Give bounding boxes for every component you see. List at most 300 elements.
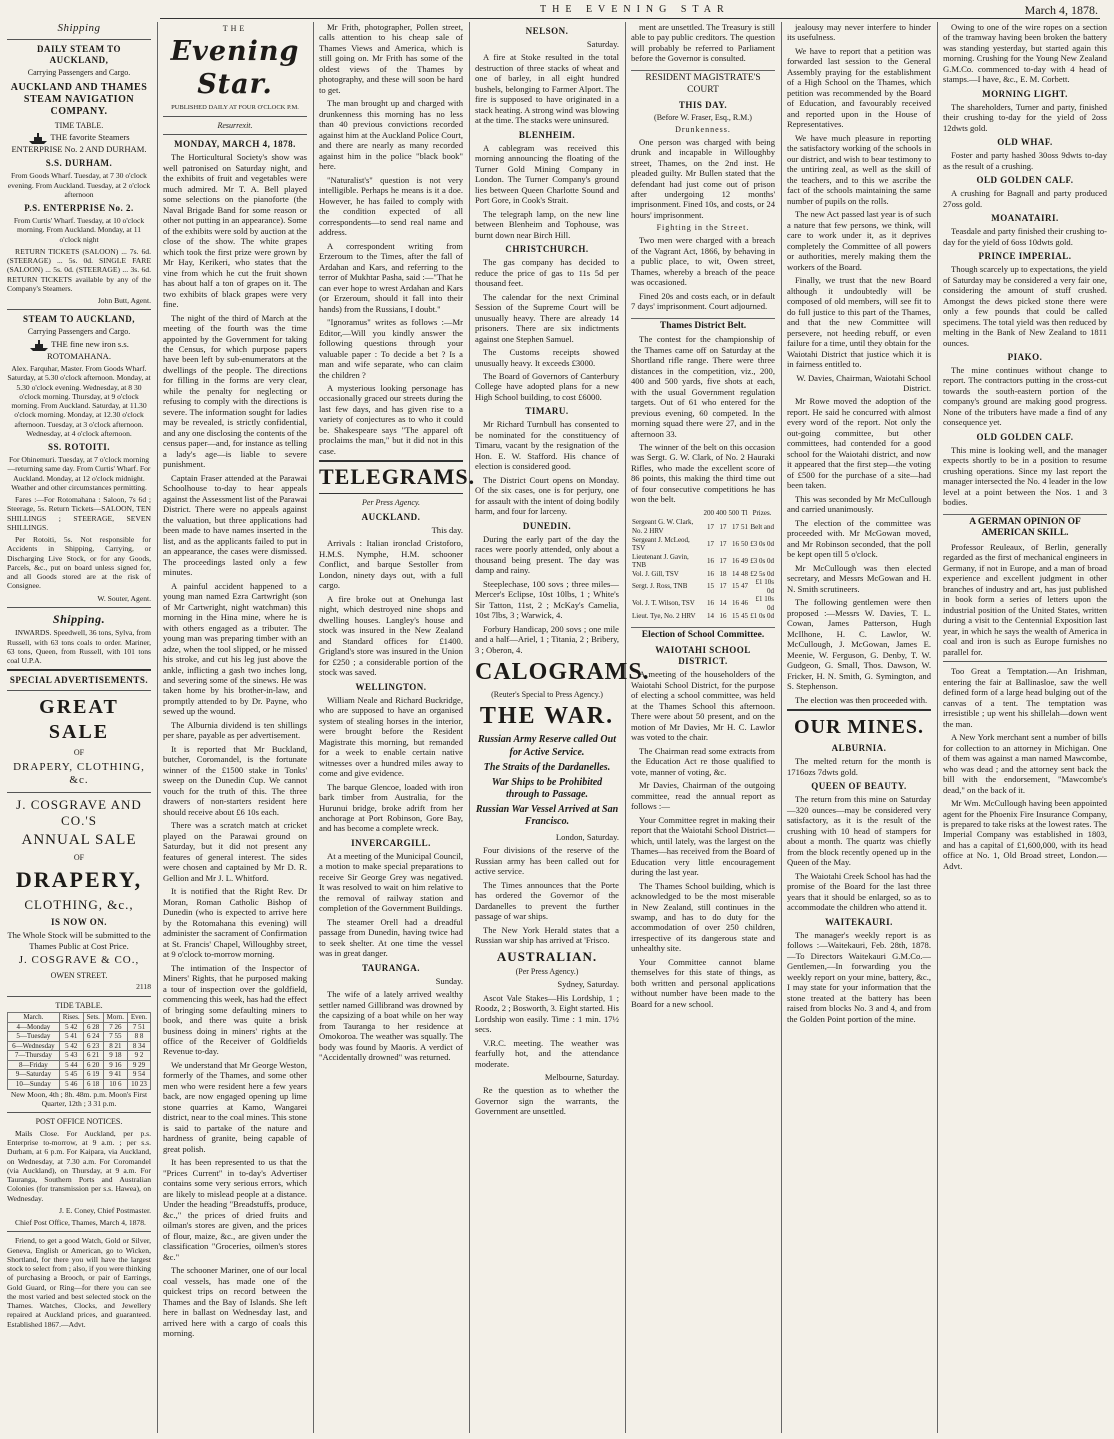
tauranga-heading: TAURANGA. — [361, 962, 421, 973]
dateline-label: This day. — [431, 524, 463, 535]
time-table-heading: TIME TABLE. — [54, 120, 104, 130]
table-cell: 9 16 — [103, 1060, 127, 1070]
table-cell: 7—Thursday — [8, 1051, 60, 1061]
table-cell: £1 10s 0d — [755, 578, 774, 595]
table-cell: 5 42 — [59, 1041, 83, 1051]
favorite-text: THE favorite Steamers ENTERPRISE No. 2 AND DURHAM. — [11, 132, 147, 154]
table-cell: 17 — [719, 522, 727, 531]
fighting-heading: Fighting in the Street. — [656, 223, 750, 233]
nelson-heading: NELSON. — [525, 26, 569, 36]
fares-table: RETURN TICKETS (SALOON) ... 7s. 6d. (STEERAGE) ... 5s. 0d. SINGLE FARE (SALOON) ... 5s. 0d. (STEERAGE) ... 3s. 6d. RETURN TICKETS available by any of the Company's Steamers. — [7, 246, 151, 293]
news-paragraph: This was seconded by Mr McCullough and carried unanimously. — [787, 493, 931, 515]
durham-schedule: From Goods Wharf. Tuesday, at 7 30 o'clock evening. From Auckland. Tuesday, at 2 o'clock afternoon — [7, 171, 151, 199]
table-cell: 6 23 — [83, 1041, 103, 1051]
post-office-text: Mails Close. For Auckland, per p.s. Enterprise to-morrow, at 9 a.m. ; per s.s. Durham, at 6 p.m. For Kaipara, via Auckland, on Wednesday, at 7.30 a.m. For Coromandel (via Auckland), on Thursday, at 9 a.m. For Tauranga, Southern Ports and Australian Colonies (for transmission per s.s. Hawea), on Wednesday. — [7, 1128, 151, 1203]
news-paragraph: The man brought up and charged with drunkenness this morning has no less than 40 previous convictions recorded against him at the Auckland Police Court, and there are nearly as many recorded against him in the police "black book" here. — [319, 98, 463, 172]
table-row — [631, 570, 775, 579]
table-cell: Belt and — [750, 522, 774, 531]
news-paragraph: The Board of Governors of Canterbury College have adopted plans for a new High School building, to cost £6000. — [475, 370, 619, 402]
column-2 — [160, 22, 310, 1433]
favorite-steamers — [7, 132, 151, 154]
rotoiti-fare: Per Rotoiti, 5s. Not responsible for Accidents in Shipping, Carrying, or Discharging Live Stock, or for any Goods, Parcels, &c., put on board unless signed for, and all Goods stored are at the risk of Consignee. — [7, 535, 151, 591]
rotomahana-heading: THE fine new iron s.s. ROTOMAHANA. — [46, 339, 129, 361]
news-paragraph: Steeplechase, 100 sovs ; three miles—Mercer's Eclipse, 10st 10lbs, 1 ; White's Sir Tatton, 11st, 2 ; McKay's Camelia, 10st 7lbs, 3 ; Warwick, 4. — [475, 578, 619, 621]
war-heading: THE WAR. — [479, 703, 615, 730]
table-cell: 5 44 — [59, 1060, 83, 1070]
news-paragraph: This mine is looking well, and the manager expects shortly to be in a position to resume crushing operations. Since my last report the manager intersected the No. 4 leader in the low level at a point between the Nos. 1 and 3 bodies. — [943, 444, 1107, 508]
table-cell: 9 41 — [103, 1070, 127, 1080]
table-cell: 47 — [741, 582, 748, 591]
news-paragraph: Owing to one of the wire ropes on a section of the tramway having been broken the battery was standing yesterday, but started again this morning. Crushing for the Young New Zealand G.M.Co. commenced to-day with 4 head of stamps.—I have, &c., E. M. Corbett. — [943, 22, 1107, 85]
news-paragraph: It is notified that the Right Rev. Dr Moran, Roman Catholic Bishop of Dunedin (who is expected to arrive here by the Rotomahana this evening) will administer the sacrament of Confirmation at St. Francis' Chapel, Willoughby street, at 9 o'clock to-morrow morning. — [163, 886, 307, 960]
waiotahi-heading: WAIOTAHI SCHOOL DISTRICT. — [655, 645, 751, 667]
news-paragraph: A fire broke out at Onehunga last night, which destroyed nine shops and dwelling houses. Langley's house and stock was insured in the New Zealand and Standard offices for £1400. Grigland's store was insured in the Union for £250 ; a considerable portion of the stock was saved. — [319, 593, 463, 678]
column-rule — [313, 22, 314, 1433]
table-cell: 16 — [707, 599, 714, 608]
election-heading: Election of School Committee. — [631, 627, 775, 642]
christchurch-heading: CHRISTCHURCH. — [505, 244, 589, 255]
telegrams-heading: TELEGRAMS. — [319, 460, 463, 494]
table-cell: 17 — [707, 539, 714, 548]
australian-heading: AUSTRALIAN. — [496, 948, 598, 964]
company-name: AUCKLAND AND THAMES STEAM NAVIGATION COMPANY. — [10, 82, 148, 118]
table-cell: 7 26 — [103, 1022, 127, 1032]
news-paragraph: We have much pleasure in reporting the satisfactory working of the schools in our district, and wish to bear testimony to the untiring zeal, as well as the skill of the teachers, and to this we ascribe the fact of the schools maintaining the same number of pupils on the rolls. — [787, 132, 931, 206]
news-paragraph: The election of the committee was proceeded with. Mr McGowan moved, and Mr Robinson seconded, that the poll be kept open till 5 o'clock. — [787, 517, 931, 560]
table-cell: 14 — [732, 569, 739, 578]
column-rule — [937, 22, 938, 1433]
cosgrave-signature: J. COSGRAVE & CO., — [18, 954, 140, 967]
news-paragraph: The telegraph lamp, on the new line between Blenheim and Tophouse, was burnt down near Birch Hill. — [475, 208, 619, 240]
table-cell: 16 — [719, 612, 727, 621]
tide-header-row — [8, 1013, 151, 1023]
table-row — [631, 578, 775, 595]
tide-table — [7, 1012, 151, 1089]
old-golden-heading: OLD GOLDEN CALF. — [976, 175, 1074, 186]
column-4 — [472, 22, 650, 1433]
table-cell: 16 — [707, 556, 714, 565]
column-rule — [625, 22, 626, 1433]
table-row — [631, 612, 775, 621]
court-day: THIS DAY. — [678, 100, 728, 111]
news-paragraph: The election was then proceeded with. — [795, 694, 928, 705]
table-row — [8, 1080, 151, 1090]
durham-heading: S.S. DURHAM. — [45, 158, 113, 169]
table-cell: 15 — [732, 582, 739, 591]
masthead-title: Evening Star. — [170, 35, 300, 100]
masthead-motto: Resurrexit. — [217, 120, 253, 130]
news-paragraph: Professor Reuleaux, of Berlin, generally regarded as the first of mechanical engineers in Germany, if not in Europe, and a man of broad experience and excellent judgment in other branches of industry and art, has just published in book form a series of letters upon the industrial position of the United States, written during a visit to the Centennial Exposition last year, in which he says the wealth of America in coal and iron is such as Europe furnishes no parallel for. — [943, 541, 1107, 657]
steam2-heading: STEAM TO AUCKLAND, — [23, 314, 135, 325]
score-body — [631, 518, 775, 620]
invercargill-heading: INVERCARGILL. — [351, 837, 431, 848]
news-paragraph: The intimation of the Inspector of Miners' Rights, that he purposed making a tour of inspection over the goldfield, commencing this week, has had the effect of bringing some defaulting miners to book, and there was quite a brisk business doing in miners' rights at the office of the Receiver of Goldfields Revenue to-day. — [163, 962, 307, 1057]
press-agency-label: Per Press Agency. — [362, 498, 420, 508]
ad-number: 2118 — [136, 982, 151, 992]
news-paragraph: The Alburnia dividend is ten shillings per share, payable as per advertisement. — [163, 719, 307, 741]
editorial-dateline: MONDAY, MARCH 4, 1878. — [174, 139, 296, 150]
news-paragraph: We have to report that a petition was forwarded last session to the General Assembly praying for the establishment of a High School on the Thames, which petition was recommended by the Board of Education, and favourably received and reported upon in the House of Representatives. — [787, 45, 931, 130]
belt-heading: Thames District Belt. — [631, 318, 775, 333]
drunkenness-heading: Drunkenness. — [675, 124, 731, 134]
table-cell: 17 — [719, 539, 727, 548]
news-paragraph: The contest for the championship of the Thames came off on Saturday at the Shortland rifle range. There were three distances in the competition, viz., 200, 400 and 500 yards, five shots at each, with the usual Government regulation targets. Out of 61 who entered for the previous evening, 60 competed. In the morning squad there were 27, and in the afternoon 33. — [631, 334, 775, 439]
table-cell: 9 29 — [127, 1060, 150, 1070]
now-on-label: IS NOW ON. — [50, 917, 108, 928]
table-cell: 17 — [719, 556, 727, 565]
running-header — [160, 4, 1100, 19]
tide-column-header: March. — [8, 1013, 60, 1023]
dateline-label: London, Saturday. — [555, 831, 619, 842]
news-paragraph: Ascot Vale Stakes—His Lordship, 1 ; Roodz, 2 ; Bosworth, 3. Eight started. His Lordship won easily. Time : 1 min. 17½ secs. — [475, 992, 619, 1035]
table-cell: Sergt. J. Ross, TNB — [632, 582, 688, 591]
table-cell: 8 21 — [103, 1041, 127, 1051]
news-paragraph: Too Great a Temptation.—An Irishman, entering the fair at Ballinasloe, saw the well defined form of a large head bulging out of the canvas of a tent. The temptation was irresistible ; up went his shillelah—down went the man. — [943, 666, 1107, 729]
table-cell: Sergeant G. W. Clark, No. 2 HRV — [632, 518, 694, 535]
war-subheading: Russian War Vessel Arrived at San Francisco. — [475, 804, 619, 828]
score-column-header: Tl — [741, 508, 748, 517]
news-paragraph: Arrivals : Italian ironclad Cristoforo, H.M.S. Nymphe, H.M. schooner Conflict, and barque Sestoller from London, ninety days out, with a full cargo. — [319, 538, 463, 591]
column-3 — [316, 22, 476, 1433]
table-cell: 9 54 — [127, 1070, 150, 1080]
tide-table-heading: TIDE TABLE. — [55, 1000, 103, 1010]
table-row — [8, 1022, 151, 1032]
table-cell: 9—Saturday — [8, 1070, 60, 1080]
enterprise-heading: P.S. ENTERPRISE No. 2. — [24, 203, 134, 214]
score-column-header: Prizes. — [752, 508, 772, 517]
of-label: OF — [73, 748, 85, 758]
news-paragraph: ment are unsettled. The Treasury is still able to pay public creditors. The question will probably be referred to Parliament before the Governor is consulted. — [631, 22, 775, 64]
news-paragraph: Mr Richard Turnbull has consented to be nominated for the constituency of Timaru, vacant by the resignation of the Hon. E. W. Stafford. His chance of election is considered good. — [475, 419, 619, 472]
news-paragraph: William Neale and Richard Buckridge, who are supposed to have an organised system of stealing horses in the interior, were brought before the Resident Magistrate this morning, but remanded for a week to enable certain native witnesses over a hundred miles away to come and give evidence. — [319, 694, 463, 779]
column-rule — [157, 22, 158, 1433]
press-agency-label: (Per Press Agency.) — [515, 967, 579, 977]
table-row — [631, 553, 775, 570]
rotoiti-schedule: For Ohinemuri. Tuesday, at 7 o'clock morning—returning same day. From Curtis' Wharf. For Auckland. Monday, at 12 o'clock midnight. Weather and other circumstances permitting. — [7, 455, 151, 492]
news-paragraph: The return from this mine on Saturday—320 ounces—may be considered very satisfactory, as it is the result of the crushing with 10 head of stampers for about a month. The quartz was chiefly from the block recently opened up in the Queen of the May. — [787, 794, 931, 868]
masthead-the: THE — [222, 24, 248, 33]
news-paragraph: "Naturalist's" question is not very intelligible. Perhaps he means is it a doe. However, he has failed to comply with the condition expected of all correspondents—to send real name and address. — [319, 174, 463, 238]
rotomahana-block — [7, 339, 151, 361]
table-row — [8, 1051, 151, 1061]
table-cell: 16 — [732, 556, 739, 565]
table-cell: 4—Monday — [8, 1022, 60, 1032]
auckland-heading: AUCKLAND. — [361, 511, 421, 522]
news-paragraph: Two men were charged with a breach of the Vagrant Act, 1866, by behaving in a public place, to wit, Owen street, Thames, whereby a breach of the peace was occasioned. — [631, 235, 775, 288]
table-cell: 51 — [741, 522, 748, 531]
post-office-date: Chief Post Office, Thames, March 4, 1878. — [15, 1218, 146, 1228]
news-paragraph: The barque Glencoe, loaded with iron bark timber from Australia, for the Hurunui bridge, broke adrift from her anchorage at Port Robinson, Gore Bay, and has become a complete wreck. — [319, 781, 463, 834]
table-cell: 6 28 — [83, 1022, 103, 1032]
table-cell: 6 18 — [83, 1080, 103, 1090]
news-paragraph: The calendar for the next Criminal Session of the Supreme Court will be unusually heavy. There are already 14 prisoners. There are six indictments against one Stephen Samuel. — [475, 291, 619, 344]
table-row — [8, 1041, 151, 1051]
table-cell: £2 5s 0d — [750, 569, 774, 578]
table-cell: Lieutenant J. Gavin, TNB — [632, 552, 689, 570]
table-cell: 7 51 — [127, 1022, 150, 1032]
news-paragraph: The night of the third of March at the meeting of the fourth was the time appointed by the Government for taking the Census, for which purpose papers have been left by sub-enumerators at the dwellings of the people. The directions for filling in the forms are very clear, while the penalty for neglecting or refusing to comply with the directions is severe. The information sought for ladies may be revealed, is strictly confidential, and any one disclosing the contents of the census paper—and, for instance as telling a lady's age—is liable to severe punishment. — [163, 312, 307, 470]
table-cell: £3 0s 0d — [750, 539, 774, 548]
issue-date: March 4, 1878. — [1024, 3, 1098, 17]
news-paragraph: The Times announces that the Porte has ordered the Governor of the Dardanelles to prevent the further passage of war ships. — [475, 879, 619, 922]
table-cell: 16 — [707, 569, 714, 578]
table-cell: 10 23 — [127, 1080, 150, 1090]
news-paragraph: It has been represented to us that the "Prices Current" in to-day's Advertiser contains some very serious errors, which are likely to mislead people at a distance. Under the heading "Breadstuffs, produce, &c.," the prices of dried fruits and oilman's stores are given, and the prices of flour, maize, &c., are given under the classification "Groceries, oilmen's stores &c." — [163, 1157, 307, 1262]
score-column-header: 400 — [716, 508, 727, 517]
drapery-clothing-line: DRAPERY, CLOTHING, &c. — [13, 760, 145, 787]
court-before: (Before W. Fraser, Esq., R.M.) — [654, 113, 752, 123]
news-paragraph: Forbury Handicap, 200 sovs ; one mile and a half—Ariel, 1 ; Titania, 2 ; Bribery, 3 ; Oberon, 4. — [475, 623, 619, 655]
table-cell: 18 — [719, 569, 727, 578]
table-cell: 6 19 — [83, 1070, 103, 1080]
queen-heading: QUEEN OF BEAUTY. — [811, 781, 907, 792]
table-cell: 5 42 — [59, 1022, 83, 1032]
news-paragraph: One person was charged with being drunk and incapable in Willoughby street, Thames, on the 2nd inst. He pleaded guilty. Mr Bullen stated that the defendant had just come out of prison after undergoing 12 months' imprisonment. Fined 10s, and costs, or 24 hours' imprisonment. — [631, 136, 775, 220]
news-paragraph: The schooner Mariner, one of our local coal vessels, has made one of the quickest trips on record between the Thames and the Bay of Islands. She left here in ballast on Wednesday last, and arrived here with a cargo of coals this morning. — [163, 1265, 307, 1339]
table-cell: 6 24 — [83, 1032, 103, 1042]
column-rule — [781, 22, 782, 1433]
table-cell: 9 18 — [103, 1051, 127, 1061]
table-cell: Lieut. Tye, No. 2 HRV — [632, 612, 696, 621]
news-paragraph: The gas company has decided to reduce the price of gas to 11s 5d per thousand feet. — [475, 257, 619, 289]
table-cell: 5 41 — [59, 1032, 83, 1042]
news-paragraph: A mysterious looking personage has occasionally graced our streets during the last few days, and has given rise to a variety of conjectures as to who it could be. Shakespeare says "The apparel oft proclaims the man," but it did not in this case. — [319, 382, 463, 456]
war-subheading: The Straits of the Dardanelles. — [483, 761, 611, 773]
steam-subheading: Carrying Passengers and Cargo. — [27, 68, 131, 78]
news-paragraph: The mine continues without change to report. The contractors putting in the cross-cut towards the south-eastern portion of the company's ground are making good progress. None of the tributers have made a find of any consequence yet. — [943, 364, 1107, 428]
table-cell: 15 — [707, 582, 714, 591]
news-paragraph: A New York merchant sent a number of bills for collection to an attorney in Michigan. One of them was against a man named Mawcombe, who was dead ; and the attorney sent back the bill with the endorsement, "Mawcombe's dead," on the back of it. — [943, 732, 1107, 795]
table-cell: Sergeant J. McLeod, TSV — [632, 535, 690, 553]
news-paragraph: Re the question as to whether the Governor sign the warrants, the Government are unsettled. — [475, 1085, 619, 1117]
news-paragraph: Your Committee regret in making their report that the Waiotahi School District—which, until lately, was the largest on the Thames—has received from the Board of Education very little encouragement during the last year. — [631, 814, 775, 878]
news-paragraph: The winner of the belt on this occasion was Sergt. G. W. Clark, of No. 2 Hauraki Rifles, who made the excellent score of 86 points, this making the third time out of four consecutive competitions he has won the belt. — [631, 442, 775, 505]
table-cell: 17 — [732, 522, 739, 531]
fares-notice: Fares :—For Rotomahana : Saloon, 7s 6d ; Steerage, 5s. Return Tickets—SALOON, TEN SHILLINGS ; STEERAGE, SEVEN SHILLINGS. — [7, 495, 151, 532]
war-subheading: Russian Army Reserve called Out for Active Service. — [478, 734, 616, 758]
score-column-header: 200 — [703, 508, 714, 517]
table-cell: £3 0s 0d — [750, 556, 774, 565]
table-cell: 8—Friday — [8, 1060, 60, 1070]
sale-description: The Whole Stock will be submitted to the Thames Public at Cost Price. — [7, 930, 151, 951]
agent-signature: John Butt, Agent. — [97, 296, 151, 306]
table-cell: 6—Wednesday — [8, 1041, 60, 1051]
news-paragraph: A cablegram was received this morning announcing the floating of the Turner Gold Mining Company in London. The Turner Company's ground lies between Queen Charlotte Sound and Port Gore, in Cook's Strait. — [475, 142, 619, 206]
annual-sale-heading: ANNUAL SALE — [21, 832, 137, 849]
morning-light-heading: MORNING LIGHT. — [982, 88, 1068, 99]
war-subheading: War Ships to be Prohibited through to Passage. — [491, 776, 603, 801]
column-6 — [784, 22, 934, 1433]
news-paragraph: The Customs receipts showed unusually heavy. It exceeds £3000. — [475, 347, 619, 368]
news-paragraph: We understand that Mr George Weston, formerly of the Thames, and some other men who were resident here a few years back, are now engaged opening up lime stone quarries at Kamo, Wangarei district, near to the coal mines. This stone is said to partake of the nature and hardness of granite, being capable of great polish. — [163, 1059, 307, 1154]
table-cell: 45 — [741, 612, 748, 621]
news-paragraph: Finally, we trust that the new Board although it undoubtedly will be composed of old members, will see fit to do full justice to this part of the Thames, and that the new Committee will persevere, not heeding rebuff, or even failure for a time, until they obtain for the Waiotahi District that justice which it is in fairness entitled to. — [787, 275, 931, 370]
table-cell: 5 46 — [59, 1080, 83, 1090]
table-cell: Vol. J. T. Wilson, TSV — [632, 599, 695, 608]
table-cell: 17 — [707, 522, 714, 531]
old-golden2-heading: OLD GOLDEN CALF. — [976, 431, 1074, 442]
table-cell: 46 — [741, 599, 748, 608]
owen-street-label: OWEN STREET. — [50, 970, 108, 980]
table-cell: 7 55 — [103, 1032, 127, 1042]
score-column-header — [631, 508, 703, 519]
news-paragraph: The melted return for the month is 1716ozs 7dwts gold. — [787, 756, 931, 777]
table-cell: 10 6 — [103, 1080, 127, 1090]
inwards-list: INWARDS. Speedwell, 36 tons, Sylva, from Russell, with 63 tons coals to order. Mariner, 63 tons, Queen, from Russell, with 101 tons coal U.P.A. — [7, 628, 151, 666]
tide-column-header: Sets. — [83, 1013, 103, 1023]
table-cell: 9 2 — [127, 1051, 150, 1061]
news-paragraph: A correspondent writing from Erzeroum to the Times, after the fall of Ardahan and Kars, and referring to the terror of Mukhtar Pasha, said :—"That he can ever hope to wrest Ardahan and Kars (or Erzeroum, should it fall into their hands) from the Russians, I doubt." — [319, 240, 463, 314]
news-paragraph: During the early part of the day the races were poorly attended, only about a thousand being present. The day was damp and rainy. — [475, 533, 619, 576]
post-office-heading: POST OFFICE NOTICES. — [35, 1117, 123, 1127]
tide-column-header: Morn. — [103, 1013, 127, 1023]
tide-column-header: Rises. — [59, 1013, 83, 1023]
blenheim-heading: BLENHEIM. — [518, 129, 576, 140]
table-cell: 15 — [732, 612, 739, 621]
news-paragraph: It is reported that Mr Buckland, butcher, Coromandel, is the fortunate winner of the £1500 stake in Tonks' sweep on the Dunedin Cup. We cannot vouch for the truth of this. The three drawers of non-starters resident here should receive about £6 10s each. — [163, 743, 307, 817]
table-cell: 17 — [719, 582, 727, 591]
news-paragraph: Mr Wm. McCullough having been appointed agent for the Phoenix Fire Insurance Company, is prepared to take risks at the lowest rates. The Imperial Company was established in 1803, and has a capital of £1,600,000, with its head office at No. 1, Old Broad street, London.—Advt. — [943, 798, 1107, 871]
table-cell: 14 — [707, 612, 714, 621]
table-cell: 6 20 — [83, 1060, 103, 1070]
table-cell: 5—Tuesday — [8, 1032, 60, 1042]
dunedin-heading: DUNEDIN. — [522, 520, 572, 531]
table-row — [631, 518, 775, 535]
news-paragraph: The Horticultural Society's show was well patronised on Saturday night, and the exhibits of fruit and vegetables were much admired. Mr T. A. Bell played some selections on the pianoforte (the Naval Brigade Band for some reason or other not putting in an appearance). Some of the exhibits were sold by auction at the close of the show. The white grapes which took the first prize were grown by Mr Hay, Kerikeri, who states that the vine from which he cut the fruit shown has about half a ton of grapes on it. The two exhibits of black grapes were very fine. — [163, 152, 307, 310]
table-row — [631, 536, 775, 553]
table-cell: 5 45 — [59, 1070, 83, 1080]
table-cell: 50 — [741, 539, 748, 548]
news-paragraph: The new Act passed last year is of such a nature that few persons, we think, will care to work under it, as it deprives completely the Committee of all powers or authorities, merely making them the workers of the Board. — [787, 209, 931, 272]
table-cell: 16 — [732, 599, 739, 608]
table-cell: £1 10s 0d — [755, 595, 774, 612]
waitekauri-heading: WAITEKAURI. — [825, 916, 893, 927]
dateline-label: Saturday. — [586, 38, 619, 49]
news-paragraph: The wife of a lately arrived wealthy settler named Gillibrand was drowned by the capsizing of a boat while on her way from Tauranga to her residence at Omokoroa. The weather was squally. The body was found by Maoris. A verdict of "Accidentally drowned" was returned. — [319, 989, 463, 1063]
moon-phases: New Moon, 4th ; 8h. 48m. p.m. Moon's First Quarter, 12th ; 3 31 p.m. — [10, 1089, 148, 1108]
column-1 — [4, 22, 154, 1433]
alburnia-heading: ALBURNIA. — [831, 743, 887, 754]
table-cell: 5 43 — [59, 1051, 83, 1061]
news-paragraph: The steamer Orell had a dreadful passage from Dunedin, having twice had to seek shelter. At one time the vessel was in great danger. — [319, 916, 463, 959]
rotoiti-heading: SS. ROTOITI. — [47, 442, 111, 453]
news-paragraph: Though scarcely up to expectations, the yield of Saturday may be considered a very fair one, considering the amount of stuff crushed. Amongst the dews picked stone there were only a few pounds that could be called specimens. The total yield was then reduced by melting in the Bank of New Zealand to 1811 ounces. — [943, 264, 1107, 348]
news-paragraph: Mr Rowe moved the adoption of the report. He said he concurred with almost every word of the report. Not only the out-going committee, but other committees, had contended for a good school for the Waiotahi district, and now it appeared that the first step—the voting of £500 for the purchase of a site—had been taken. — [787, 396, 931, 491]
news-paragraph: Captain Fraser attended at the Parawai Schoolhouse to-day to hear appeals against the Assessment list of the Parawai District. There were no appeals against the valuation, but three applications had been made to have names inserted in the list, and as the applicants failed to put in an appearance, the cases were dismissed. The proceedings lasted only a few minutes. — [163, 472, 307, 578]
news-paragraph: A painful accident happened to a young man named Ezra Cartwright (son of Mr Cartwright, night watchman) this morning in the Hina mine, where he is with others engaged as a tributer. The young man was preparing timber with an adze, when the tool slipped, or he missed his stroke, and cut his leg just above the ankle, inflicting a gash two inches long, and severing some of the sinews. He was taken home by his brother-in-law, and promptly attended to by Dr. Payne, who sewed up the wound. — [163, 580, 307, 717]
calograms-heading: CALOGRAMS. — [475, 659, 650, 686]
published-line: PUBLISHED DAILY AT FOUR O'CLOCK P.M. — [171, 103, 299, 111]
dateline-label: Melbourne, Saturday. — [544, 1071, 619, 1082]
shipping2-heading: Shipping. — [52, 611, 106, 626]
rotomahana-schedule: Alex. Farquhar, Master. From Goods Wharf. Saturday, at 5.30 o'clock afternoon. Monday, at 5.30 o'clock evening. Wednesday, at 8 30 o'clock morning. Thursday, at 9 o'clock morning. From Auckland. Saturday, at 11.30 o'clock morning. Monday, at 12.30 o'clock afternoon. Tuesday, at 3 o'clock afternoon. Wednesday, at 4 o'clock afternoon. — [7, 364, 151, 438]
news-paragraph: The shareholders, Turner and party, finished their crushing to-day for the yield of 2oss 12dwts gold. — [943, 101, 1107, 133]
news-paragraph: Foster and party hashed 30oss 9dwts to-day as the result of a crushing. — [943, 150, 1107, 171]
agent2-signature: W. Souter, Agent. — [97, 593, 151, 603]
steamship-icon — [28, 133, 48, 144]
table-row — [8, 1060, 151, 1070]
table-cell: Vol. J. Gill, TSV — [632, 569, 679, 578]
mines-heading: OUR MINES. — [793, 716, 924, 739]
great-sale-heading: GREAT SALE — [39, 696, 119, 743]
postmaster-signature: J. E. Coney, Chief Postmaster. — [59, 1205, 151, 1215]
table-cell: 8 8 — [127, 1032, 150, 1042]
table-cell: 8 34 — [127, 1041, 150, 1051]
dateline-label: Sunday. — [435, 975, 463, 986]
news-paragraph: Fined 20s and costs each, or in default 7 days' imprisonment. Court adjourned. — [631, 290, 775, 312]
news-paragraph: The manager's weekly report is as follows :—Waitekauri, Feb. 28th, 1878.—To Directors Waitekauri G.M.Co.—Gentlemen,—In forwarding you the weekly report on your mine, battery, &c., I may state for your information that the stone treated at the battery has been raised from blocks No. 3 and 4, and from the Golden Point portion of the mine. — [787, 929, 931, 1024]
clothing-heading: CLOTHING, &c., — [24, 897, 134, 913]
special-ads-heading: SPECIAL ADVERTISEMENTS. — [9, 675, 149, 686]
table-cell: 16 — [732, 539, 739, 548]
dateline-label: Sydney, Saturday. — [557, 979, 619, 990]
news-paragraph: The New York Herald states that a Russian war ship has arrived at 'Frisco. — [475, 924, 619, 946]
news-paragraph: Mr Davies, Chairman of the outgoing committee, read the annual report as follows :— — [631, 780, 775, 812]
score-column-header: 500 — [728, 508, 739, 517]
enterprise-schedule: From Curtis' Wharf. Tuesday, at 10 o'clock morning. From Auckland. Monday, at 11 o'clock night — [13, 216, 145, 244]
table-cell: 49 — [741, 556, 748, 565]
drapery-heading: DRAPERY, — [15, 866, 143, 892]
of2-label: OF — [73, 852, 85, 862]
table-cell: 10—Sunday — [8, 1080, 60, 1090]
news-paragraph: The Waiotahi Creek School has had the promise of the Board for the last three years that it should be enlarged, so as to accommodate the children who attend it. — [787, 870, 931, 913]
tide-column-header: Even. — [127, 1013, 150, 1023]
column-rule — [469, 22, 470, 1433]
cosgrave-heading: J. COSGRAVE AND CO.'S — [16, 796, 142, 828]
news-paragraph: jealousy may never interfere to hinder its usefulness. — [787, 22, 931, 43]
news-paragraph: Your Committee cannot blame themselves for this state of things, as both written and personal applications without number have been made to the Board for a new school. — [631, 956, 775, 1009]
table-row — [8, 1070, 151, 1080]
news-paragraph: Mr McCullough was then elected secretary, and Messrs McGowan and H. N. Smith scrutineers. — [787, 562, 931, 594]
news-paragraph: Mr Frith, photographer, Pollen street, calls attention to his cheap sale of Thames Views and America, which is still going on. Mr Frith has some of the oldest views of the Thames by photography, and these will soon be hard to get. — [319, 22, 463, 95]
table-cell: 14 — [719, 599, 727, 608]
table-cell: 6 21 — [83, 1051, 103, 1061]
steamship-icon — [29, 340, 49, 351]
news-paragraph: A fire at Stoke resulted in the total destruction of three stacks of wheat and one of barley, in all eight hundred bushels, belonging to Farmer Alport. The fire is supposed to have originated in a stack heating. A strong wind was blowing at the time. The stacks were uninsured. — [475, 52, 619, 126]
news-paragraph: "Ignoramus" writes as follows :—Mr Editor,—Will you kindly answer the following questions through your valuable paper : To decide a bet ? Is a man and wife separate, who can claim the children ? — [319, 317, 463, 380]
tide-body — [8, 1022, 151, 1089]
news-paragraph: A crushing for Bagnall and party produced 27oss gold. — [943, 188, 1107, 209]
old-whaf-heading: OLD WHAF. — [997, 137, 1053, 148]
shipping-heading: Shipping — [57, 22, 101, 34]
german-heading: A GERMAN OPINION OF AMERICAN SKILL. — [943, 514, 1107, 540]
table-cell: 48 — [741, 569, 748, 578]
news-paragraph: V.R.C. meeting. The weather was fearfully hot, and the attendance moderate. — [475, 1037, 619, 1069]
chairman-signature: W. Davies, Chairman, Waiotahi School District. — [796, 372, 931, 393]
score-table — [631, 508, 775, 621]
news-paragraph: Four divisions of the reserve of the Russian army has been called out for active service. — [475, 845, 619, 877]
news-paragraph: There was a scratch match at cricket played on the Parawai ground on Saturday, but it did not present any features of general interest. The sides were chosen and captained by Mr D. R. Gellion and Mr J. L. Whitford. — [163, 820, 307, 883]
steam2-subheading: Carrying Passengers and Cargo. — [27, 327, 131, 337]
news-paragraph: A meeting of the householders of the Waiotahi School District, for the purpose of electing a school committee, was held at the Thames School this afternoon. There were about 50 present, and on the motion of Mr Davies, Mr H. C. Lawlor was voted to the chair. — [631, 669, 775, 743]
table-row — [8, 1032, 151, 1042]
news-paragraph: The following gentlemen were then proposed :—Messrs W. Davies, T. L. Cowan, James Patterson, Hugh McIlhone, H. C. Lawlor, W. McCullough, J. McGowan, James E. Meenie, W. Ferguson, G. Denby, T. W. Gudgeon, G. Small, Thos. Dawson, W. Fricker, H. N. Smith, G. Symington, and S. Stephenson. — [787, 597, 931, 692]
column-5 — [628, 22, 778, 1433]
news-paragraph: At a meeting of the Municipal Council, a motion to make special preparations to receive Sir George Grey was negatived. It was resolved to wait on him relative to the removal of railway station and completion of the Government Buildings. — [319, 850, 463, 914]
prince-heading: PRINCE IMPERIAL. — [978, 251, 1072, 262]
news-paragraph: The Thames School building, which is acknowledged to be the most miserable in New Zealand, still continues in the swamp, and has to do duty for the accommodation of over 250 children, irrespective of its dangerous state and unhealthy site. — [631, 880, 775, 954]
table-cell: £1 0s 0d — [750, 612, 774, 621]
wellington-heading: WELLINGTON. — [355, 681, 427, 692]
moanataiari-heading: MOANATAIRI. — [991, 213, 1059, 224]
news-paragraph: The District Court opens on Monday. Of the six cases, one is for perjury, one for assault with the intent of doing bodily harm, and four for larceny. — [475, 474, 619, 517]
court-heading: RESIDENT MAGISTRATE'S COURT — [631, 70, 775, 96]
reuter-label: (Reuter's Special to Press Agency.) — [491, 690, 603, 700]
running-title: THE EVENING STAR — [540, 4, 730, 15]
piako-heading: PIAKO. — [1007, 351, 1043, 362]
friend-advert: Friend, to get a good Watch, Gold or Silver, Geneva, English or American, go to Wicken, Shortland, for there you will have the largest stock to select from ; also, if you were thinking of purchasing a Brooch, or pair of Earrings, Gold Guard, or Ring—for there you can see the most varied and best selected stock on the Thames. Watches, Clocks, and Jewellery repaired at Auckland prices, and guaranteed. Established 1867.—Advt. — [7, 1236, 151, 1329]
steam-heading: DAILY STEAM TO AUCKLAND, — [36, 44, 122, 66]
